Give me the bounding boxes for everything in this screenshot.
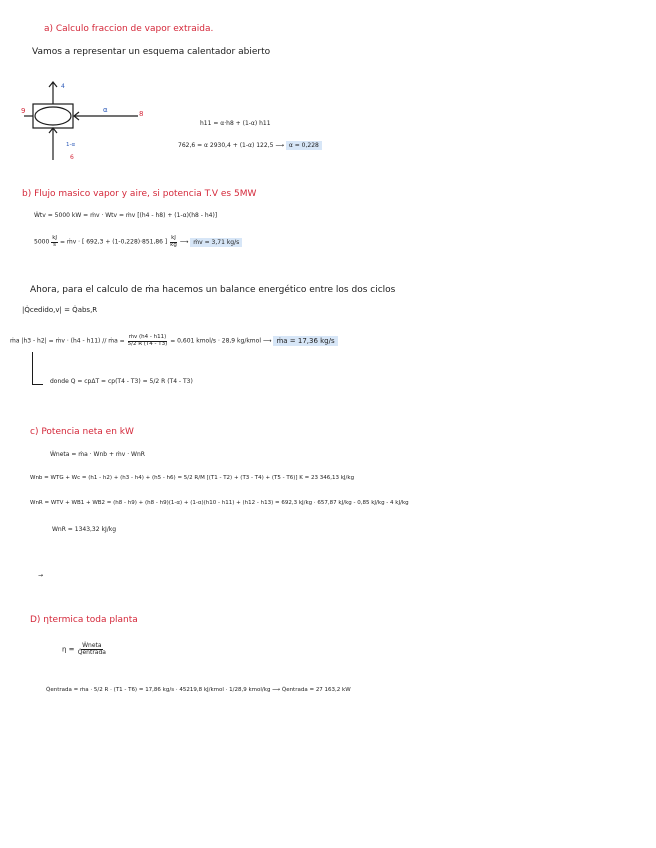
arrow-mark: → [38, 572, 44, 579]
section-c-eq1: Ẇneta = ṁa · Wnb + ṁv · WnR [50, 451, 145, 458]
balance-lhs: ṁa |h3 - h2| = ṁv · (h4 - h11) [10, 337, 101, 345]
section-d-title: D) ηtermica toda planta [30, 615, 138, 625]
unit-num: kJ [52, 235, 58, 241]
efficiency-formula [62, 643, 107, 656]
section-c-title: c) Potencia neta en kW [30, 427, 134, 437]
section-a-result: α = 0,228 [286, 141, 322, 150]
section-a-title: a) Calculo fraccion de vapor extraida. [44, 24, 214, 34]
section-a-eq1: h11 = α·h8 + (1-α) h11 [200, 120, 271, 127]
arrow-icon: ⟶ [272, 687, 282, 693]
unit-num: kJ [171, 235, 176, 241]
section-b-eq2-mid: = ṁv · [ 692,3 + (1-0,228)·851,86 ] [59, 238, 168, 246]
eta-symbol: η = [62, 645, 75, 654]
balance-frac-num: ṁv (h4 - h11) [128, 334, 167, 340]
arrow-icon: ⟶ [179, 238, 191, 246]
balance-tail: = 0,601 kmol/s · 28,9 kg/kmol [170, 337, 261, 345]
section-c-eq2: Wnb = WTG + Wc = (h1 - h2) + (h3 - h4) + (h5 - h6) = 5/2 R/M [(T1 - T2) + (T3 - T4) + (T5 - T6)] K = 23 346,13 kJ/kg [30, 475, 355, 481]
section-b-result: ṁv = 3,71 kg/s [190, 238, 242, 247]
unit-den: s [53, 241, 57, 248]
diagram-label-6: 6 [70, 154, 74, 161]
section-b-eq1: Ẇtv = 5000 kW = ṁv · Wtv = ṁv [(h4 - h8) + (1-α)(h8 - h4)] [34, 212, 218, 219]
balance-text-2: |Q̇cedido,v| = Q̇abs,R [22, 306, 98, 314]
diagram-label-4: 4 [61, 83, 65, 90]
eta-fraction [77, 643, 107, 656]
diagram-label-alpha: α [103, 106, 108, 114]
balance-equation [10, 335, 338, 347]
section-b-eq2 [34, 236, 242, 248]
balance-frac-den: 5/2 R (T4 - T3) [127, 340, 168, 347]
section-c-eq3: WnR = WTV + WB1 + WB2 = (h8 - h9) + (h8 - h9)(1-α) + (1-α)(h10 - h11) + (h12 - h13) = 692,3 kJ/kg · 657,87 kJ/kg - 0,85 kJ/kg - 4 kJ/kg [30, 500, 409, 506]
note-bracket [32, 352, 43, 385]
balance-text-1: Ahora, para el calculo de ṁa hacemos un balance energético entre los dos ciclos [30, 285, 396, 295]
balance-fraction [127, 335, 169, 347]
heater-schematic-svg [18, 80, 148, 165]
unit-kj-kg [169, 236, 178, 248]
unit-den: kg [170, 241, 177, 248]
section-a-intro: Vamos a representar un esquema calentador abierto [32, 47, 271, 57]
heater-ellipse [35, 107, 71, 125]
diagram-label-1-alpha: 1-α [66, 142, 76, 148]
section-d-result: Q̇entrada = 27 163,2 kW [281, 687, 351, 693]
arrow-icon: ⟶ [275, 142, 286, 149]
diagram-label-9: 9 [21, 107, 26, 115]
eta-num: Ẇneta [82, 642, 102, 649]
arrow-icon: ⟶ [262, 337, 274, 345]
open-heater-diagram [18, 80, 148, 165]
divider: // ṁa = [102, 337, 127, 345]
section-d-eq1-text: Q̇entrada = ṁa · 5/2 R · (T1 - T6) = 17,86 kg/s · 45219,8 kJ/kmol · 1/28,9 kmol/kg [46, 687, 271, 693]
section-a-eq2-text: 762,6 = α 2930,4 + (1-α) 122,5 [178, 142, 274, 149]
diagram-label-8: 8 [139, 110, 144, 118]
section-b-eq2-left: 5000 [34, 238, 50, 246]
balance-result: ṁa = 17,36 kg/s [273, 336, 337, 346]
eta-den: Q̇entrada [77, 649, 106, 656]
section-a-eq2 [178, 143, 322, 149]
section-d-eq1 [46, 688, 351, 694]
section-c-eq4: WnR = 1343,32 kJ/kg [52, 526, 117, 533]
unit-kj-s [51, 236, 58, 248]
section-b-title: b) Flujo masico vapor y aire, si potencia T.V es 5MW [22, 189, 257, 199]
balance-note: donde Q = cpΔT = cp(T4 - T3) = 5/2 R (T4 - T3) [50, 378, 193, 385]
